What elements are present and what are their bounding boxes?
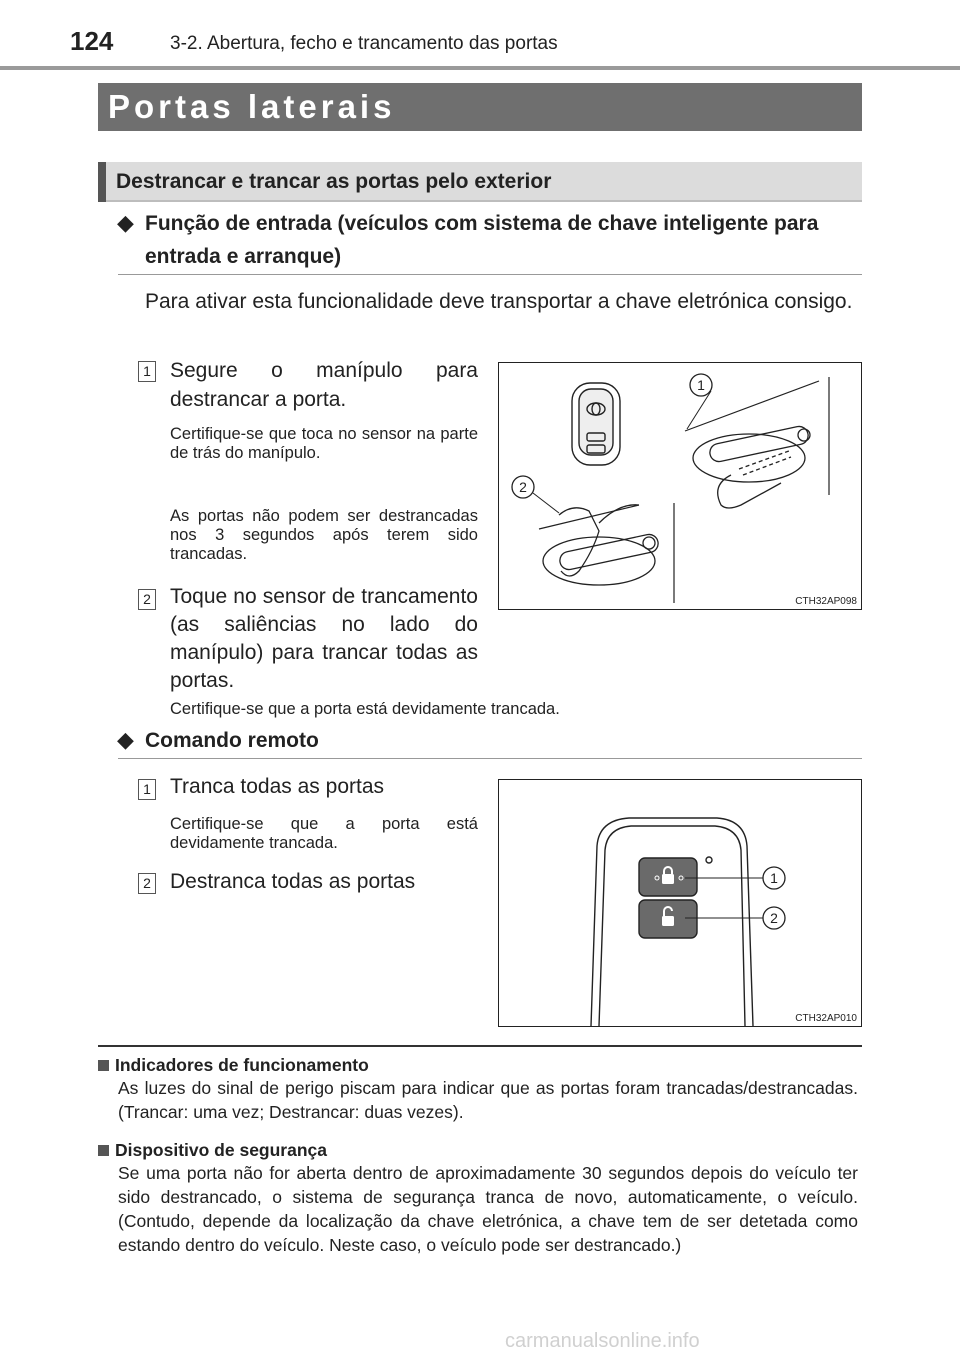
lower-hand-handle-illustration (543, 505, 660, 585)
figure-door-handle-illustration (499, 363, 861, 609)
note-operation-indicators (98, 1055, 858, 1124)
note-security-device (98, 1140, 858, 1257)
entry-step-1-note-2: As portas não podem ser destrancadas nos 3 segundos após terem sido trancadas. (170, 507, 478, 563)
chapter-title: 3-2. Abertura, fecho e trancamento das portas (170, 33, 558, 54)
svg-text:1: 1 (697, 377, 705, 393)
watermark: carmanualsonline.info (505, 1330, 700, 1352)
callout-1-icon (687, 374, 712, 429)
note-body: As luzes do sinal de perigo piscam para indicar que as portas foram trancadas/destrancadas. (Trancar: uma vez; Destrancar: duas vezes). (118, 1078, 858, 1122)
figure-code: CTH32AP010 (795, 1013, 857, 1024)
note-title-row (98, 1055, 858, 1076)
step-marker-1: 1 (138, 361, 156, 382)
svg-text:2: 2 (770, 910, 778, 926)
entry-heading: Função de entrada (veículos com sistema de chave inteligente para entrada e arranque) (145, 212, 819, 268)
step-marker-2: 2 (138, 589, 156, 610)
entry-step-1-title: Segure o manípulo para destrancar a porta. (170, 359, 478, 411)
figure-code: CTH32AP098 (795, 596, 857, 607)
section-title-bar (98, 83, 862, 131)
entry-step-2-note: Certifique-se que a porta está devidamente trancada. (170, 700, 560, 718)
notes-divider (98, 1045, 862, 1047)
square-bullet-icon (98, 1145, 109, 1156)
smart-key-icon (572, 383, 620, 465)
subsection-marker (98, 162, 106, 202)
remote-heading: Comando remoto (145, 729, 319, 752)
subsection-title-bar (98, 162, 862, 202)
note-title: Indicadores de funcionamento (115, 1055, 369, 1075)
remote-step-marker-2: 2 (138, 873, 156, 894)
lock-button (639, 858, 697, 896)
note-body: Se uma porta não for aberta dentro de aproximadamente 30 segundos depois do veículo ter sido destrancado, o sistema de segurança tranca de novo, automaticamente, o veículo. (Contudo, depende da localização da chave eletrónica, a chave tem de ser detetada como estando dentro do veículo. Neste caso, o veículo pode ser destrancado.) (118, 1163, 858, 1255)
remote-heading-rule (118, 758, 862, 759)
page-number: 124 (70, 26, 114, 56)
callout-1-icon (685, 867, 785, 889)
subsection-title: Destrancar e trancar as portas pelo exterior (116, 170, 552, 193)
entry-intro: Para ativar esta funcionalidade deve transportar a chave eletrónica consigo. (145, 290, 853, 313)
remote-step-1-note: Certifique-se que a porta está devidamente trancada. (170, 815, 478, 852)
diamond-bullet-icon: ◆ (117, 210, 134, 235)
upper-hand-handle-illustration (693, 425, 810, 508)
figure-remote-control (498, 779, 862, 1027)
square-bullet-icon (98, 1060, 109, 1071)
remote-step-marker-1: 1 (138, 779, 156, 800)
remote-step-1-title: Tranca todas as portas (170, 775, 384, 798)
figure-remote-illustration (499, 780, 861, 1026)
note-title-row (98, 1140, 858, 1161)
entry-step-1-note-1: Certifique-se que toca no sensor na parte de trás do manípulo. (170, 425, 478, 462)
entry-heading-rule (118, 274, 862, 275)
svg-text:1: 1 (770, 870, 778, 886)
callout-2-icon (685, 907, 785, 929)
figure-smart-key-door-handle (498, 362, 862, 610)
entry-step-2-title: Toque no sensor de trancamento (as saliências no lado do manípulo) para trancar todas as portas. (170, 585, 478, 692)
header-divider (0, 66, 960, 70)
note-title: Dispositivo de segurança (115, 1140, 328, 1160)
diamond-bullet-icon: ◆ (117, 727, 134, 752)
remote-step-2-title: Destranca todas as portas (170, 870, 416, 893)
callout-2-icon (512, 476, 559, 513)
svg-text:2: 2 (519, 479, 527, 495)
unlock-button (639, 900, 697, 938)
section-title: Portas laterais (108, 88, 396, 125)
